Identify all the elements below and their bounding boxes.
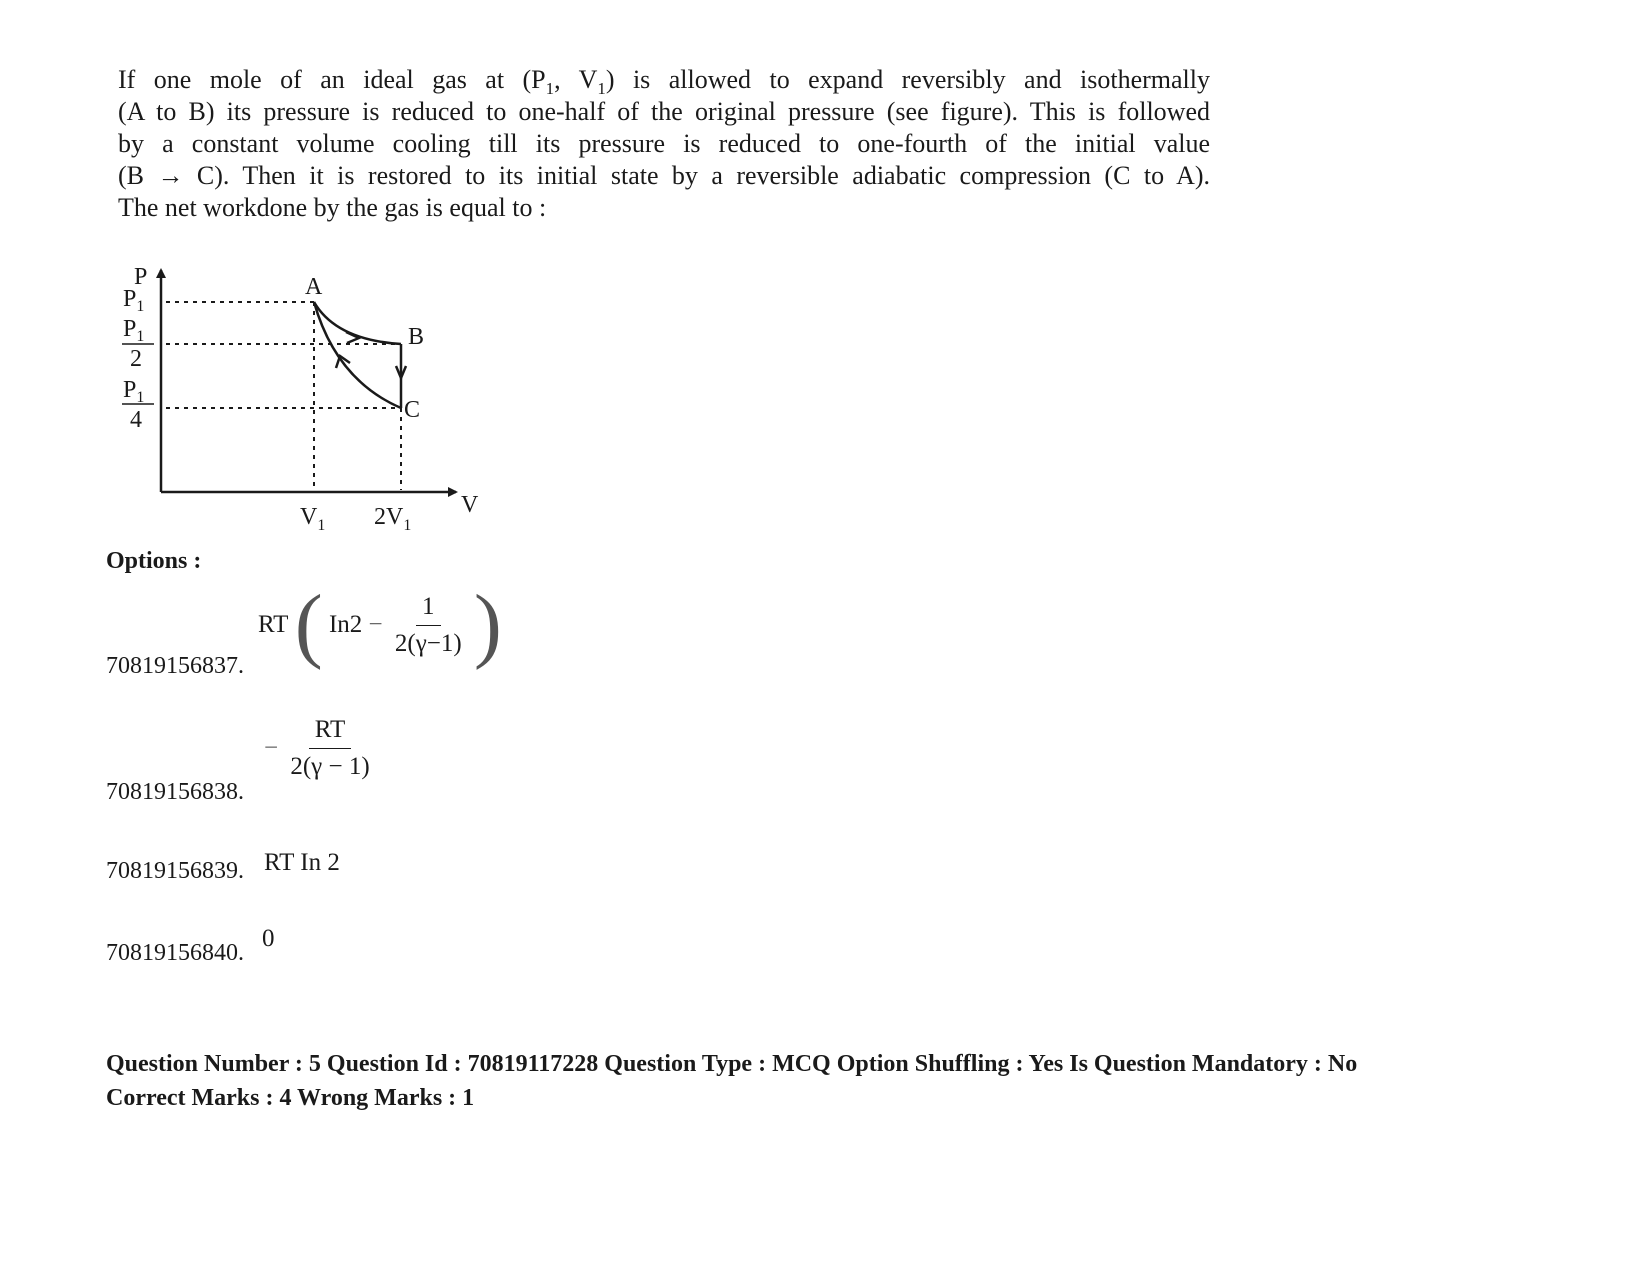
option-4-expression: 0 [262,925,275,952]
point-b-label: B [408,324,425,350]
two-v1-tick-label: $2V_1$ [374,504,412,534]
option-1-denominator: 2(γ−1) [394,629,462,657]
question-line-2: (A to B) its pressure is reduced to one-half of the original pressure (see figure). This is followed [118,97,1210,126]
option-1-ln2: In2 [328,611,363,638]
question-line-4: (B → C). Then it is restored to its initial state by a reversible adiabatic compression (C to A). [118,161,1211,190]
option-1-expression [258,578,502,671]
point-a-label: A [305,274,323,300]
option-2-expression [264,716,376,781]
option-3-expression: RT In 2 [264,849,340,876]
option-1-numerator: 1 [416,593,441,626]
question-metadata [106,1047,1357,1115]
quarter-p1-denominator: 4 [130,407,142,433]
question-line-3: by a constant volume cooling till its pressure is reduced to one-fourth of the initial value [118,129,1210,158]
question-text [118,64,1210,224]
half-p1-numerator: $P_1$ [123,316,145,345]
option-2-numerator: RT [309,716,351,749]
options-heading: Options : [106,548,202,574]
option-2-minus: − [264,734,279,762]
half-p1-denominator: 2 [130,346,142,372]
option-1-rt: RT [258,611,289,638]
p-axis-label: P [134,264,148,290]
option-3-id: 70819156839. [106,858,244,884]
option-1-right-paren: ) [473,578,502,671]
isothermal-arrow [346,332,359,343]
v-axis-label: V [461,492,479,518]
question-line-5: The net workdone by the gas is equal to : [118,193,547,222]
option-2-denominator: 2(γ − 1) [290,753,370,780]
option-2-fraction [284,716,375,781]
option-1-minus: − [368,611,383,638]
p1-tick-label: $P_1$ [123,286,145,315]
question-metadata-line-1: Question Number : 5 Question Id : 70819117228 Question Type : MCQ Option Shuffling : Yes Is Question Mandatory : No [106,1051,1358,1077]
option-1-id: 70819156837. [106,653,244,679]
option-4-id: 70819156840. [106,940,244,966]
v1-tick-label: $V_1$ [300,504,326,534]
point-c-label: C [404,397,421,423]
option-2-id: 70819156838. [106,779,244,805]
option-1-left-paren: ( [294,578,323,671]
pv-diagram [118,262,498,542]
question-metadata-line-2: Correct Marks : 4 Wrong Marks : 1 [106,1085,475,1111]
quarter-p1-numerator: $P_1$ [123,377,145,406]
option-1-fraction [389,593,468,658]
question-line-1: If one mole of an ideal gas at ($P_1$, $V_1$) is allowed to expand reversibly and isothermally [118,65,1210,98]
